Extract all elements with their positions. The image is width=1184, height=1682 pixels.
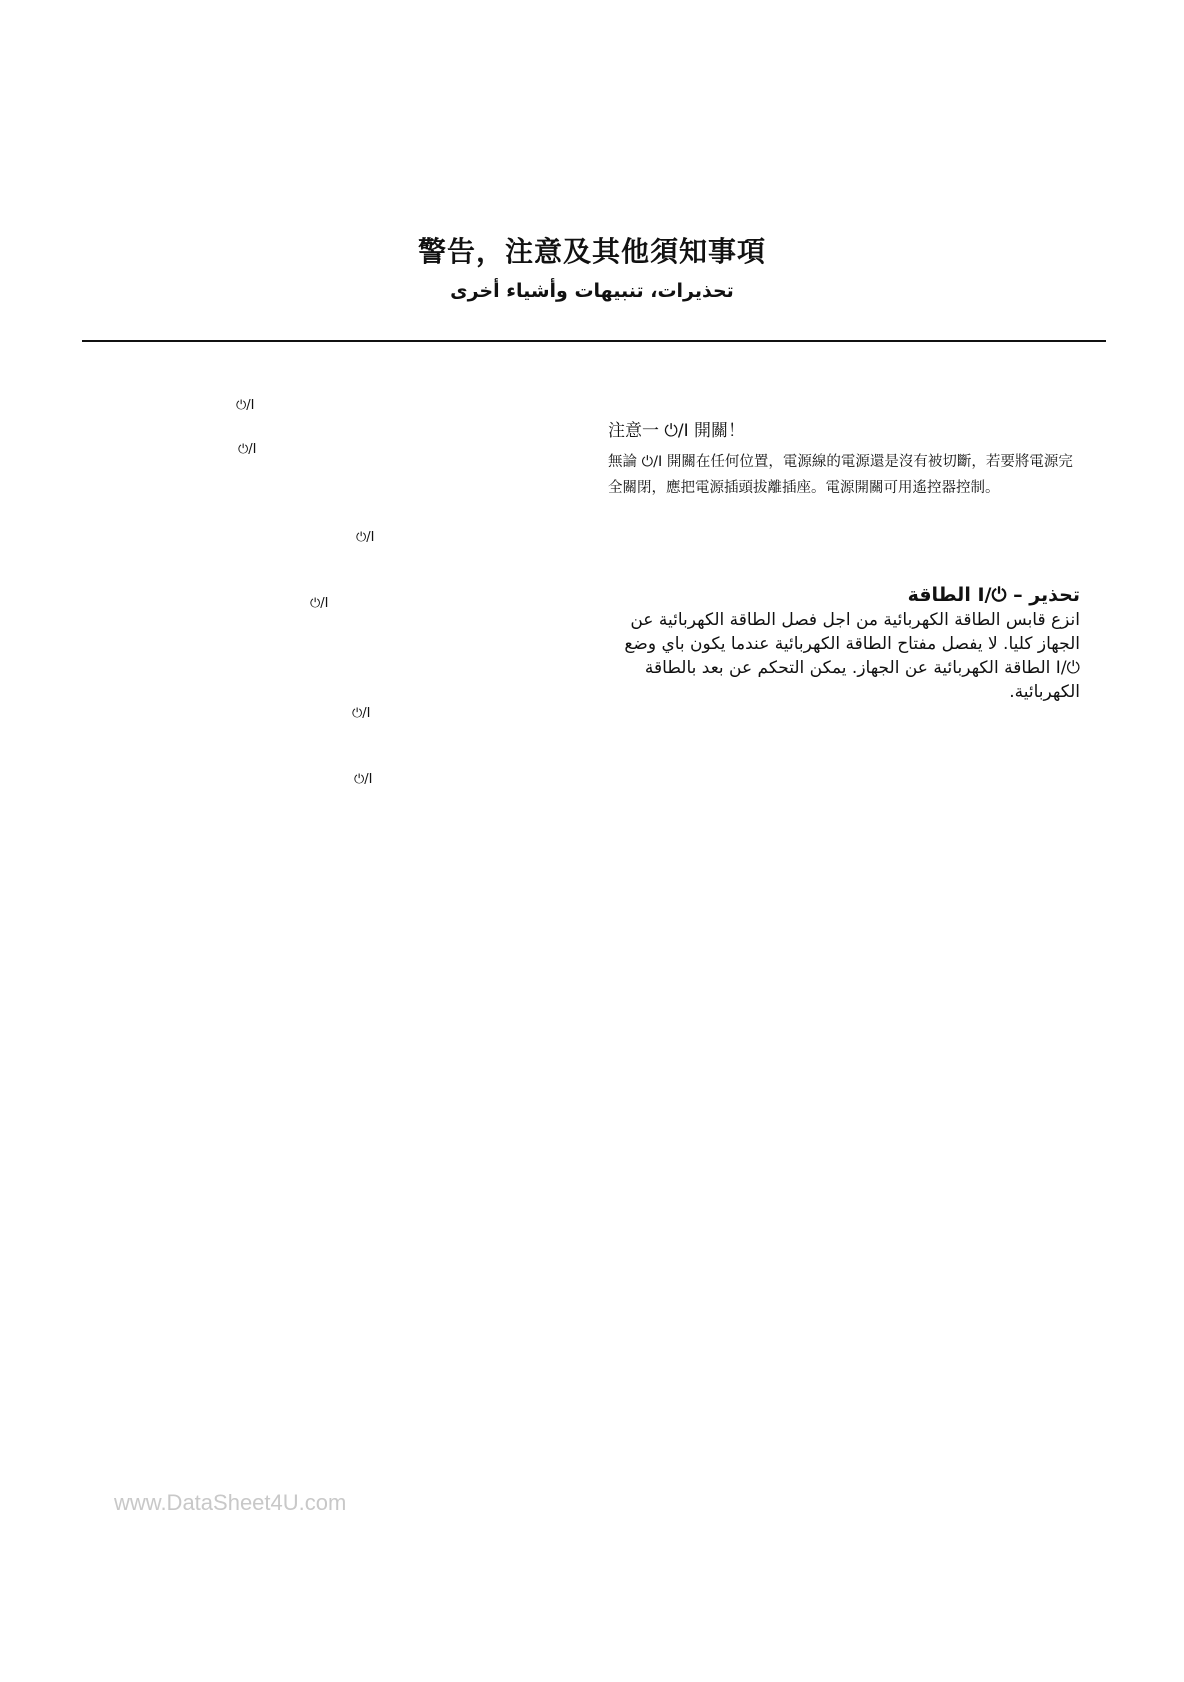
power-symbol-4: ⏻/I (310, 596, 329, 611)
chinese-warning-note (608, 416, 1078, 501)
page-subtitle: تحذيرات، تنبيهات وأشياء أخرى (450, 280, 734, 302)
power-symbol-5: ⏻/I (352, 706, 371, 721)
arabic-warning-note (606, 584, 1080, 704)
power-symbol-3: ⏻/I (356, 530, 375, 545)
chinese-note-body: 無論 ⏻/I 開關在任何位置，電源線的電源還是沒有被切斷，若要將電源完全關閉，應把電源插頭拔離插座。電源開關可用遙控器控制。 (608, 454, 1073, 496)
chinese-note-heading: 注意一 ⏻/I 開關！ (608, 421, 745, 441)
watermark-text: www.DataSheet4U.com (114, 1490, 347, 1515)
power-symbol-6: ⏻/I (354, 772, 373, 787)
power-symbol-1: ⏻/I (236, 398, 255, 413)
page-title: 警告，注意及其他須知事項 (417, 235, 766, 268)
power-symbol-2: ⏻/I (238, 442, 257, 457)
arabic-note-heading: تحذير – ⏻/I الطاقة (907, 584, 1080, 606)
arabic-note-body: انزع قابس الطاقة الكهربائية من اجل فصل الطاقة الكهربائية عن الجهاز كليا. لا يفصل مفتاح الطاقة الكهربائية عندما يكون باي وضع ⏻/I الطاقة الكهربائية عن الجهاز. يمكن التحكم عن بعد بالطاقة الكهربائية. (624, 610, 1080, 702)
header-divider (82, 340, 1106, 342)
